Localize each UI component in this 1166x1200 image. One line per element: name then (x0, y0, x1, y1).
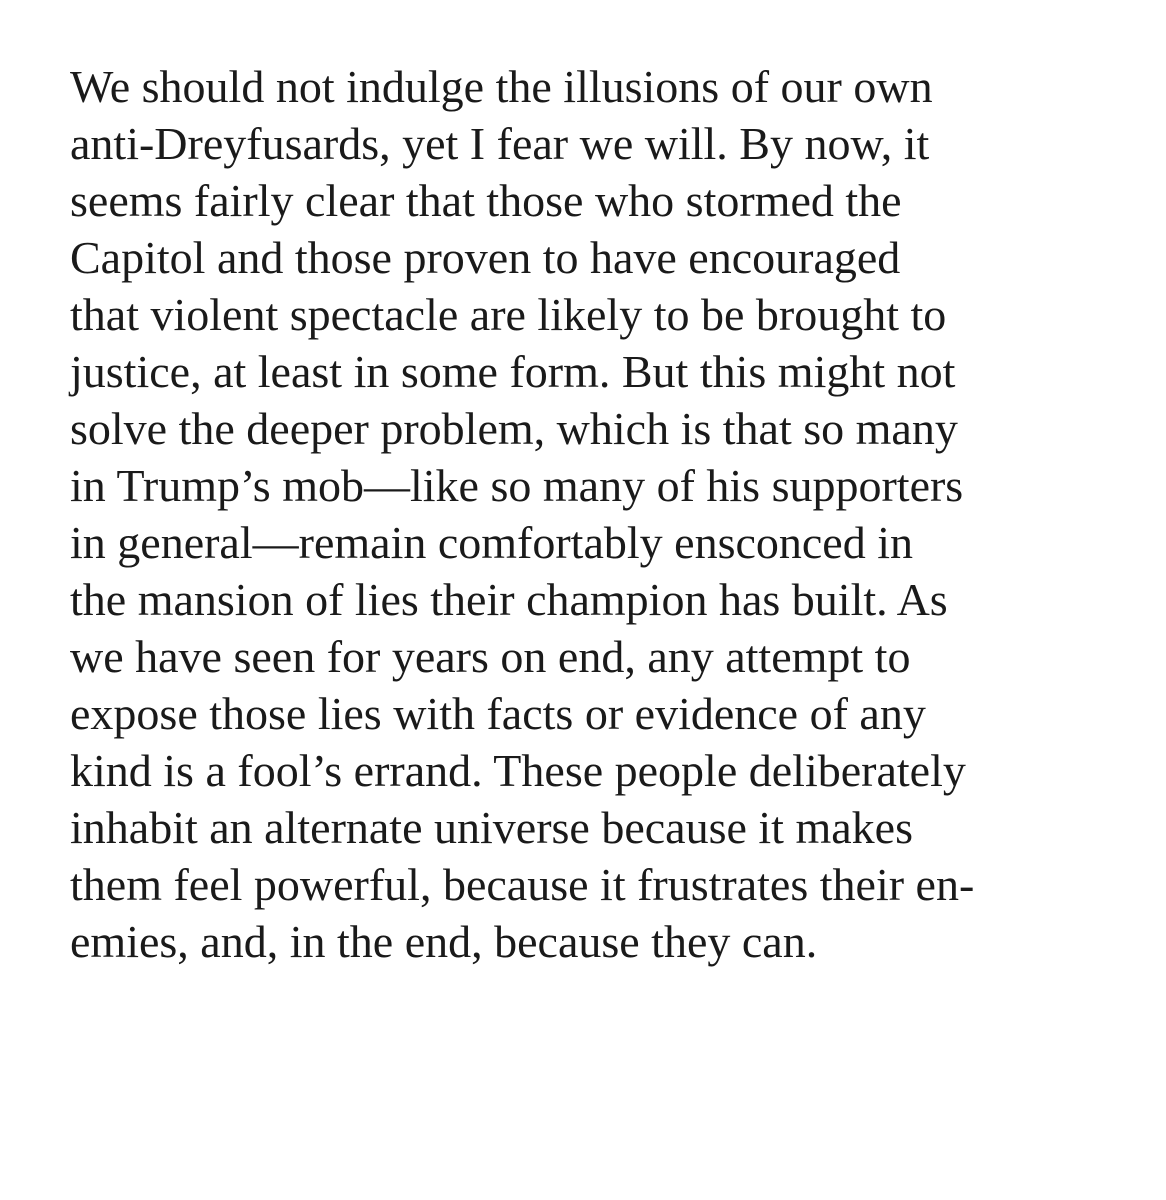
paragraph-line-13: kind is a fool’s errand. These people deliberately (70, 745, 966, 796)
paragraph-line-1: We should not indulge the illusions of our own (70, 61, 933, 112)
paragraph-line-9: in general—remain comfortably ensconced in (70, 517, 914, 568)
paragraph-line-8: in Trump’s mob—like so many of his supporters (70, 460, 964, 511)
paragraph-line-7: solve the deeper problem, which is that so many (70, 403, 958, 454)
paragraph-line-2: anti-Dreyfusards, yet I fear we will. By now, it (70, 118, 930, 169)
paragraph-line-11: we have seen for years on end, any attempt to (70, 631, 911, 682)
paragraph-line-6: justice, at least in some form. But this might not (70, 346, 956, 397)
paragraph-line-12: expose those lies with facts or evidence of any (70, 688, 926, 739)
paragraph-line-15: them feel powerful, because it frustrates their en- (70, 859, 975, 910)
paragraph-line-3: seems fairly clear that those who stormed the (70, 175, 902, 226)
paragraph-line-5: that violent spectacle are likely to be brought to (70, 289, 947, 340)
article-paragraph (70, 58, 1150, 970)
paragraph-line-4: Capitol and those proven to have encouraged (70, 232, 901, 283)
paragraph-line-14: inhabit an alternate universe because it makes (70, 802, 913, 853)
paragraph-line-10: the mansion of lies their champion has built. As (70, 574, 948, 625)
paragraph-line-16: emies, and, in the end, because they can. (70, 916, 818, 967)
